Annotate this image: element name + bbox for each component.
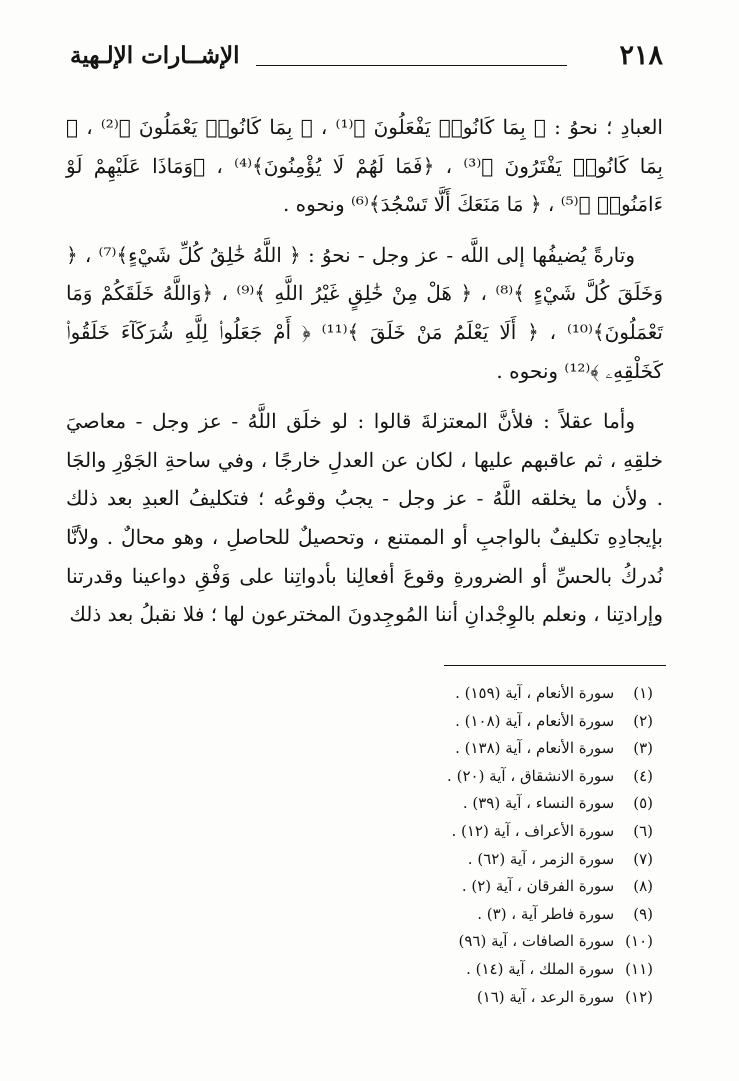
footnote-text: سورة الملك ، آية (١٤) . — [466, 959, 615, 978]
footnote-number: (٢) — [633, 711, 653, 730]
footnote-text: سورة النساء ، آية (٣٩) . — [462, 794, 615, 813]
footnote-text: سورة الفرقان ، آية (٢) . — [461, 877, 615, 896]
footnote — [300, 928, 653, 956]
page-number: ٢١٨ — [619, 40, 663, 71]
footnote-number: (١٠) — [625, 932, 653, 951]
footnote-number: (١٢) — [625, 987, 653, 1006]
footnote-number: (٧) — [633, 849, 653, 868]
footnote-text: سورة فاطر آية ، (٣) . — [477, 904, 615, 923]
footnote — [300, 790, 653, 818]
page-header — [60, 40, 663, 76]
footnote-text: سورة الأنعام ، آية (١٥٩) . — [455, 684, 615, 702]
footnote-separator — [444, 665, 666, 666]
footnote-text: سورة الأنعام ، آية (١٣٨) . — [455, 739, 615, 758]
running-title: الإشــارات الإلـهية — [70, 42, 240, 69]
footnote-text: سورة الرعد ، آية (١٦) — [476, 987, 615, 1006]
footnote — [300, 708, 653, 736]
footnote-text: سورة الزمر ، آية (٦٢) . — [467, 849, 615, 868]
footnote-number: (٩) — [633, 904, 653, 923]
main-text — [66, 108, 663, 634]
footnote-number: (٤) — [633, 766, 653, 785]
footnote-number: (٣) — [633, 739, 653, 758]
footnote — [300, 901, 653, 929]
paragraph-3: وأما عقلاً : فلأنَّ المعتزلةَ قالوا : لو خلَق اللَّهُ - عز وجل - معاصيَ خلقِهِ ، ثم عاقبهم عليها ، لكان عن العدلِ خارجًا ، وفي ساحةِ الجَوْرِ والجَا . ولأن ما يخلقه اللَّهُ - عز وجل - يجبُ وقوعُه ؛ فتكليفُ العبدِ بعد ذلك بإيجادِهِ تكليفٌ بالواجبِ أو الممتنع ، وتحصيلٌ للحاصلِ ، وهو محالٌ . ولأنَّا نُدركُ بالحسِّ أو الضرورةِ وقوعَ أفعالِنا بأدواتِنا على وَفْقِ دواعينا وقدرتنا وإرادتِنا ، ونعلم بالوِجْدانِ أننا المُوجِدونَ المخترعون لها ؛ فلا نقبلُ بعد ذلك — [66, 409, 664, 627]
footnote — [300, 680, 653, 708]
footnote-number: (١١) — [625, 959, 653, 978]
footnote-number: (١) — [633, 684, 653, 702]
footnote — [300, 956, 653, 984]
footnote-number: (٨) — [633, 877, 653, 896]
footnote — [300, 984, 653, 1012]
header-rule — [256, 65, 567, 66]
footnote — [300, 818, 653, 846]
paragraph-1: العبادِ ؛ نحوُ : ﴿ بِمَا كَانُوا۟ يَفْعَلُونَ ﴾⁽¹⁾ ، ﴿ بِمَا كَانُوا۟ يَعْمَلُونَ ﴾⁽²⁾ ، ﴿ بِمَا كَانُوا۟ يَفْتَرُونَ ﴾⁽³⁾ ، ﴿فَمَا لَهُمْ لَا يُؤْمِنُونَ﴾⁽⁴⁾ ، ﴿وَمَاذَا عَلَيْهِمْ لَوْ ءَامَنُوا۟ ﴾⁽⁵⁾ ، ﴿ مَا مَنَعَكَ أَلَّا تَسْجُدَ﴾⁽⁶⁾ ونحوه . — [66, 115, 663, 217]
footnote-text: سورة الأعراف ، آية (١٢) . — [451, 821, 615, 840]
footnote — [300, 873, 653, 901]
footnote — [300, 763, 653, 791]
footnote-number: (٥) — [633, 794, 653, 813]
footnotes — [300, 680, 653, 1011]
footnote-text: سورة الصافات ، آية (٩٦) — [458, 932, 615, 951]
footnote-text: سورة الانشقاق ، آية (٢٠) . — [447, 766, 615, 785]
footnote — [300, 846, 653, 874]
footnote-text: سورة الأنعام ، آية (١٠٨) . — [455, 711, 615, 730]
paragraph-2: وتارةً يُضيفُها إلى اللَّه - عز وجل - نحوُ : ﴿ اللَّهُ خَٰلِقُ كُلِّ شَيْءٍ﴾⁽⁷⁾ ، ﴿ وَخَلَقَ كُلَّ شَيْءٍ ﴾⁽⁸⁾ ، ﴿ هَلْ مِنْ خَٰلِقٍ غَيْرُ اللَّهِ ﴾⁽⁹⁾ ، ﴿وَاللَّهُ خَلَقَكُمْ وَمَا تَعْمَلُونَ﴾⁽¹⁰⁾ ، ﴿ أَلَا يَعْلَمُ مَنْ خَلَقَ ﴾⁽¹¹⁾ ﴿ أَمْ جَعَلُوا۟ لِلَّهِ شُرَكَآءَ خَلَقُوا۟ كَخَلْقِهِۦ ﴾⁽¹²⁾ ونحوه . — [66, 242, 664, 383]
footnote-number: (٦) — [633, 821, 653, 840]
footnote — [300, 735, 653, 763]
